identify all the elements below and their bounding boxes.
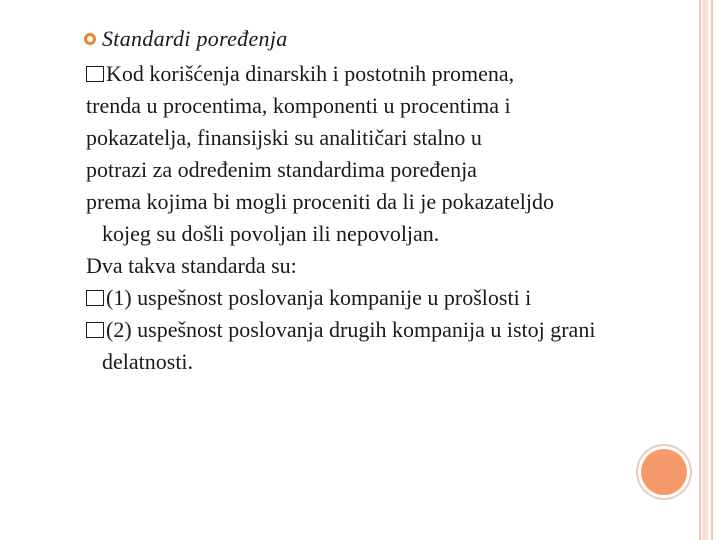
ring-bullet-icon — [84, 33, 96, 45]
body-line-10 — [86, 346, 696, 378]
decorative-orange-circle — [641, 449, 687, 495]
slide-heading: Standardi poređenja — [102, 26, 288, 51]
body-line-4 — [86, 154, 696, 186]
body-line-7 — [86, 250, 696, 282]
body-line-3 — [86, 122, 696, 154]
body-text: (1) uspešnost poslovanja kompanije u prošlosti i — [106, 285, 532, 310]
body-line-6 — [86, 218, 696, 250]
decorative-border-line-outer — [699, 0, 701, 540]
body-line-9 — [86, 314, 696, 346]
missing-glyph-icon — [86, 322, 104, 338]
heading-row — [84, 20, 696, 58]
body-text: Kod korišćenja dinarskih i postotnih promena, — [106, 61, 515, 86]
slide-content — [86, 20, 696, 378]
body-text: potrazi za određenim standardima poređenja — [86, 157, 477, 182]
body-line-8 — [86, 282, 696, 314]
body-text: prema kojima bi mogli proceniti da li je pokazateljdo — [86, 189, 554, 214]
body-text: Dva takva standarda su: — [86, 253, 297, 278]
decorative-border-band — [702, 0, 708, 540]
missing-glyph-icon — [86, 66, 104, 82]
body-line-2 — [86, 90, 696, 122]
body-text: trenda u procentima, komponenti u procentima i — [86, 93, 511, 118]
body-text: kojeg su došli povoljan ili nepovoljan. — [102, 221, 440, 246]
body-line-5 — [86, 186, 696, 218]
body-text: pokazatelja, finansijski su analitičari stalno u — [86, 125, 482, 150]
decorative-border-line-inner — [711, 0, 713, 540]
body-line-1 — [86, 58, 696, 90]
body-text: delatnosti. — [102, 349, 194, 374]
missing-glyph-icon — [86, 290, 104, 306]
body-text: (2) uspešnost poslovanja drugih kompanija u istoj grani — [106, 317, 596, 342]
